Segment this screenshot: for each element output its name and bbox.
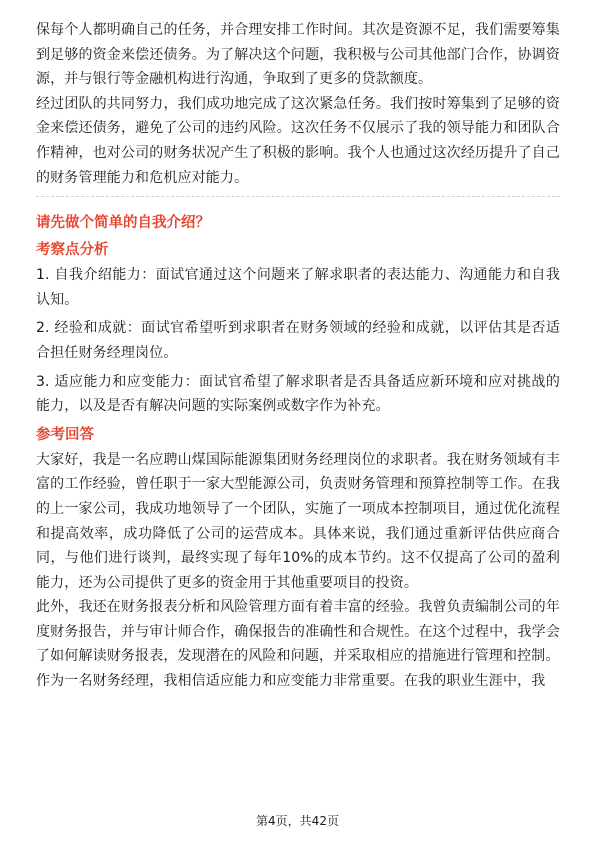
answer-heading: 参考回答	[36, 426, 94, 443]
answer-paragraph-2: 此外，我还在财务报表分析和风险管理方面有着丰富的经验。我曾负责编制公司的年度财务报告，并与审计师合作，确保报告的准确性和合规性。在这个过程中，我学会了如何解读财务报表，发现潜在的风险和问题，并采取相应的措施进行管理和控制。	[36, 599, 560, 665]
answer-paragraph-3: 作为一名财务经理，我相信适应能力和应变能力非常重要。在我的职业生涯中，我	[36, 673, 546, 690]
analysis-item-2: 2. 经验和成就：面试官希望听到求职者在财务领域的经验和成就，以评估其是否适合担任财务经理岗位。	[36, 320, 560, 361]
document-page	[36, 18, 560, 694]
section-divider	[36, 196, 560, 197]
analysis-item-3: 3. 适应能力和应变能力：面试官希望了解求职者是否具备适应新环境和应对挑战的能力，以及是否有解决问题的实际案例或数字作为补充。	[36, 373, 560, 415]
analysis-heading: 考察点分析	[36, 242, 109, 259]
page-footer: 第4页，共42页	[256, 814, 339, 828]
intro-paragraph-1: 保每个人都明确自己的任务，并合理安排工作时间。其次是资源不足，我们需要筹集到足够的资金来偿还债务。为了解决这个问题，我积极与公司其他部门合作，协调资源，并与银行等金融机构进行沟通，争取到了更多的贷款额度。	[36, 22, 560, 88]
intro-paragraph-2: 经过团队的共同努力，我们成功地完成了这次紧急任务。我们按时筹集到了足够的资金来偿还债务，避免了公司的违约风险。这次任务不仅展示了我的领导能力和团队合作精神，也对公司的财务状况产生了积极的影响。我个人也通过这次经历提升了自己的财务管理能力和危机应对能力。	[36, 95, 560, 186]
analysis-item-1: 1. 自我介绍能力：面试官通过这个问题来了解求职者的表达能力、沟通能力和自我认知。	[36, 267, 560, 308]
question-heading: 请先做个简单的自我介绍？	[36, 215, 210, 232]
answer-paragraph-1: 大家好，我是一名应聘山煤国际能源集团财务经理岗位的求职者。我在财务领域有丰富的工作经验，曾任职于一家大型能源公司，负责财务管理和预算控制等工作。在我的上一家公司，我成功地领导了一个团队，实施了一项成本控制项目，通过优化流程和提高效率，成功降低了公司的运营成本。具体来说，我们通过重新评估供应商合同，与他们进行谈判，最终实现了每年10%的成本节约。这不仅提高了公司的盈利能力，还为公司提供了更多的资金用于其他重要项目的投资。	[36, 451, 560, 591]
